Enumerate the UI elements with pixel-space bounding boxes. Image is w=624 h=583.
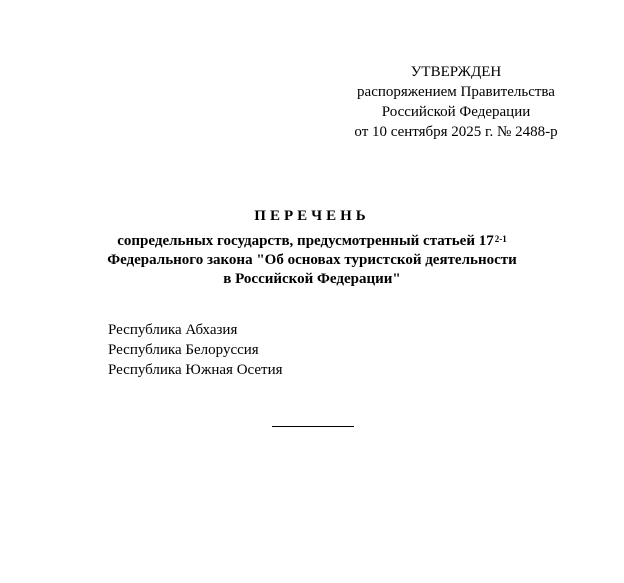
article-superscript: 2-1 bbox=[494, 234, 507, 244]
subtitle-line-1 bbox=[0, 232, 624, 251]
approval-line-2: Российской Федерации bbox=[381, 104, 531, 120]
approval-line-3: от 10 сентября 2025 г. № 2488-р bbox=[354, 124, 558, 140]
approval-status: УТВЕРЖДЕН bbox=[410, 64, 502, 80]
end-divider bbox=[272, 426, 354, 427]
country-list bbox=[108, 320, 283, 380]
subtitle-line-1-text: сопредельных государств, предусмотренный статьей 17 bbox=[117, 233, 494, 249]
country-item: Республика Белоруссия bbox=[108, 342, 259, 358]
subtitle-line-2: Федерального закона "Об основах туристской деятельности bbox=[107, 252, 517, 268]
country-item: Республика Абхазия bbox=[108, 322, 238, 338]
country-item: Республика Южная Осетия bbox=[108, 362, 283, 378]
heading-text: ПЕРЕЧЕНЬ bbox=[254, 208, 370, 224]
document-heading bbox=[0, 208, 624, 225]
subtitle-line-3: в Российской Федерации" bbox=[223, 271, 401, 287]
document-subtitle bbox=[0, 232, 624, 289]
approval-stamp bbox=[336, 62, 576, 142]
approval-line-1: распоряжением Правительства bbox=[357, 84, 555, 100]
